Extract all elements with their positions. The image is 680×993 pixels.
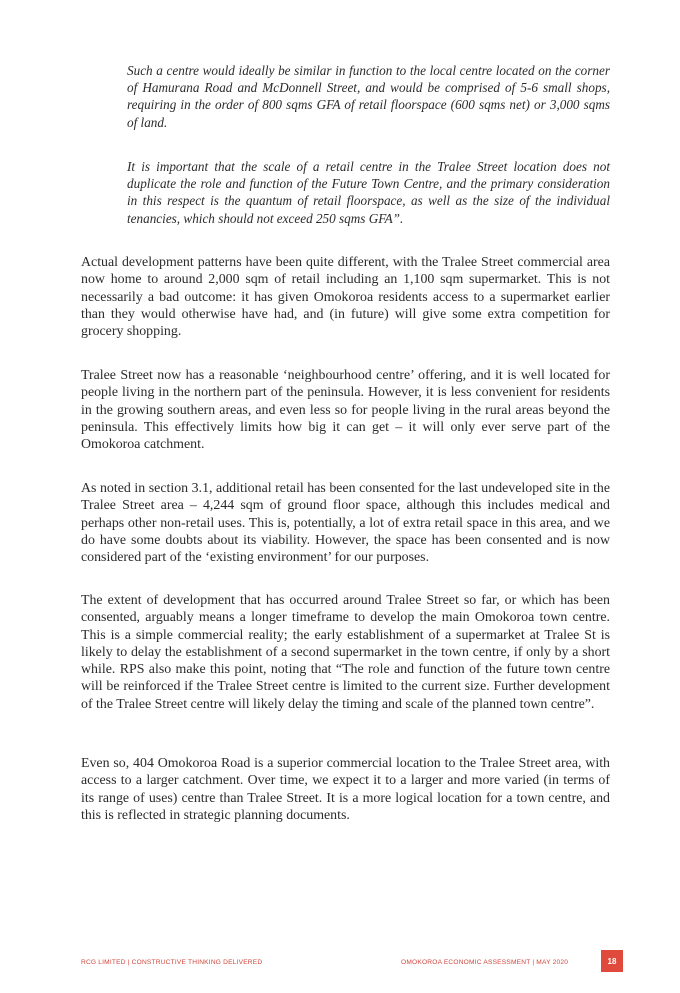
body-paragraph-4: The extent of development that has occurred around Tralee Street so far, or which has been consented, arguably means a longer timeframe to develop the main Omokoroa town centre. This is a simple commercial reality; the early establishment of a supermarket at Tralee St is likely to delay the establishment of a second supermarket in the town centre, if only by a short while. RPS also make this point, noting that “The role and function of the future town centre will be reinforced if the Tralee Street centre is limited to the current size. Further development of the Tralee Street centre will likely delay the timing and scale of the planned town centre”. bbox=[81, 593, 610, 712]
body-paragraph-5: Even so, 404 Omokoroa Road is a superior commercial location to the Tralee Street area, with access to a larger catchment. Over time, we expect it to a larger and more varied (in terms of its range of uses) centre than Tralee Street. It is a more logical location for a town centre, and this is reflected in strategic planning documents. bbox=[81, 756, 610, 823]
body-paragraph-1: Actual development patterns have been quite different, with the Tralee Street commercial area now home to around 2,000 sqm of retail including an 1,100 sqm supermarket. This is not necessarily a bad outcome: it has given Omokoroa residents access to a supermarket earlier than they would otherwise have had, and (in future) will give some extra competition for grocery shopping. bbox=[81, 255, 610, 340]
footer-report-title: OMOKOROA ECONOMIC ASSESSMENT | MAY 2020 bbox=[401, 959, 569, 966]
page-number-badge: 18 bbox=[601, 950, 623, 972]
footer-company: RCG LIMITED | CONSTRUCTIVE THINKING DELIVERED bbox=[81, 959, 263, 966]
quote-block-1: Such a centre would ideally be similar in function to the local centre located on the corner of Hamurana Road and McDonnell Street, and would be comprised of 5-6 small shops, requiring in the order of 800 sqms GFA of retail floorspace (600 sqms net) or 3,000 sqms of land. bbox=[127, 63, 610, 130]
body-paragraph-2: Tralee Street now has a reasonable ‘neighbourhood centre’ offering, and it is well located for people living in the northern part of the peninsula. However, it is less convenient for residents in the growing southern areas, and even less so for people living in the rural areas beyond the peninsula. This effectively limits how big it can get – it will only ever serve part of the Omokoroa catchment. bbox=[81, 368, 610, 453]
quote-block-2: It is important that the scale of a retail centre in the Tralee Street location does not duplicate the role and function of the Future Town Centre, and the primary consideration in this respect is the quantum of retail floorspace, as well as the size of the individual tenancies, which should not exceed 250 sqms GFA”. bbox=[127, 159, 610, 226]
body-paragraph-3: As noted in section 3.1, additional retail has been consented for the last undeveloped site in the Tralee Street area – 4,244 sqm of ground floor space, although this includes medical and perhaps other non-retail uses. This is, potentially, a lot of extra retail space in this area, and we do have some doubts about its viability. However, the space has been consented and is now considered part of the ‘existing environment’ for our purposes. bbox=[81, 481, 610, 566]
